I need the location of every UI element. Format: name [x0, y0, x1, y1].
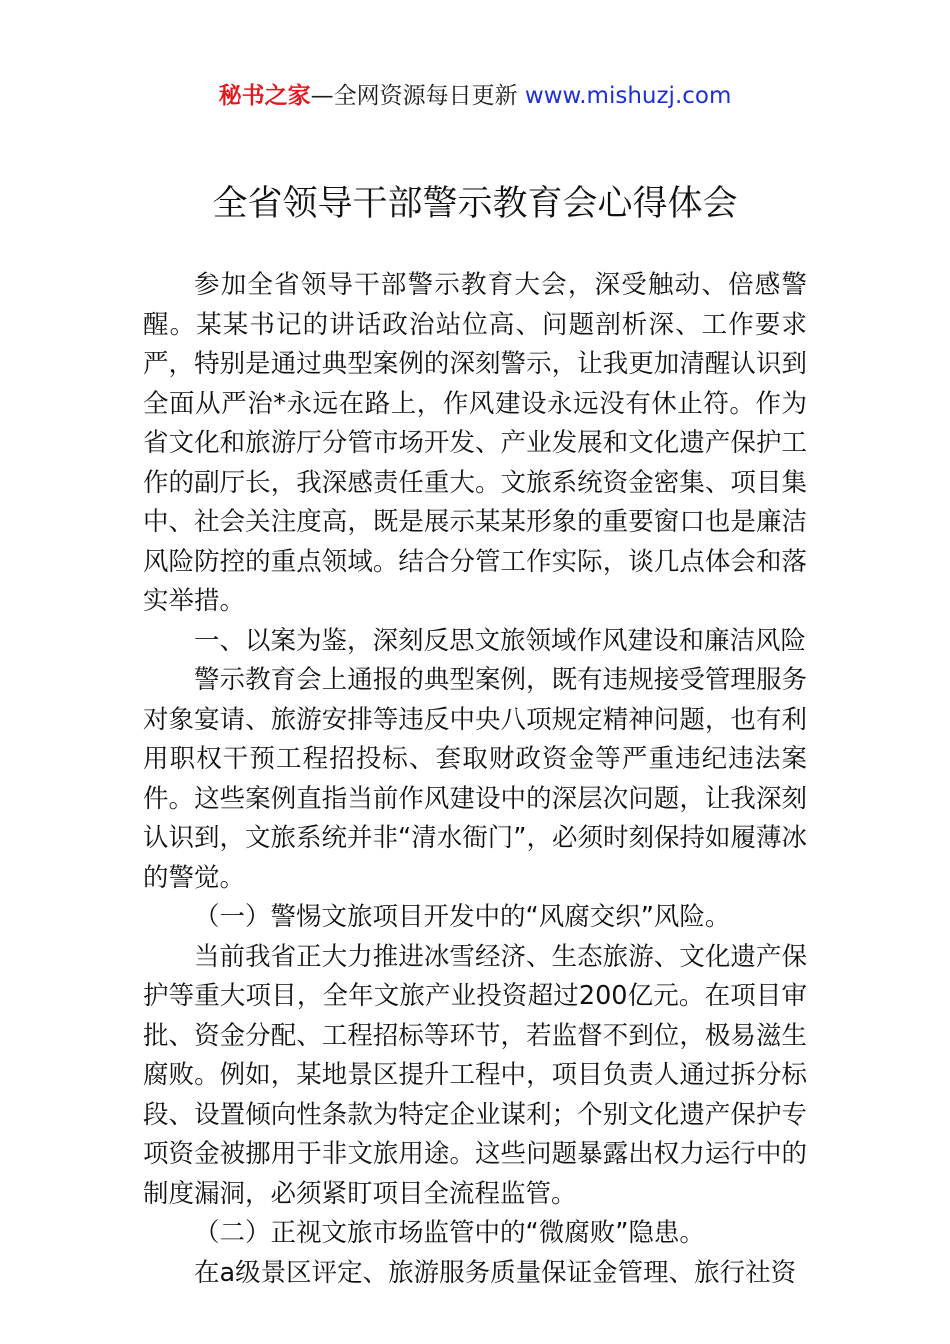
section-heading-1: 一、以案为鉴，深刻反思文旅领域作风建设和廉洁风险 [194, 625, 807, 656]
document-title: 全省领导干部警示教育会心得体会 [212, 184, 738, 224]
site-header [0, 80, 950, 112]
site-tagline: —全网资源每日更新 [310, 83, 525, 109]
site-url-link[interactable]: www.mishuzj.com [524, 83, 732, 109]
paragraph-projects: 当前我省正大力推进冰雪经济、生态旅游、文化遗产保护等重大项目，全年文旅产业投资超过200亿元。在项目审批、资金分配、工程招标等环节，若监督不到位，极易滋生腐败。例如，某地景区提升工程中，项目负责人通过拆分标段、设置倾向性条款为特定企业谋利；个别文化遗产保护专项资金被挪用于非文旅用途。这些问题暴露出权力运行中的制度漏洞，必须紧盯项目全流程监管。 [143, 941, 807, 1209]
site-brand: 秘书之家 [218, 83, 311, 109]
subsection-heading-1: （一）警惕文旅项目开发中的“风腐交织”风险。 [194, 902, 731, 932]
paragraph-cases: 警示教育会上通报的典型案例，既有违规接受管理服务对象宴请、旅游安排等违反中央八项规定精神问题，也有利用职权干预工程招投标、套取财政资金等严重违纪违法案件。这些案例直指当前作风建设中的深层次问题，让我深刻认识到，文旅系统并非“清水衙门”，必须时刻保持如履薄冰的警觉。 [143, 665, 807, 893]
paragraph-intro: 参加全省领导干部警示教育大会，深受触动、倍感警醒。某某书记的讲话政治站位高、问题剖析深、工作要求严，特别是通过典型案例的深刻警示，让我更加清醒认识到全面从严治*永远在路上，作风建设永远没有休止符。作为省文化和旅游厅分管市场开发、产业发展和文化遗产保护工作的副厅长，我深感责任重大。文旅系统资金密集、项目集中、社会关注度高，既是展示某某形象的重要窗口也是廉洁风险防控的重点领域。结合分管工作实际，谈几点体会和落实举措。 [143, 270, 807, 616]
paragraph-market: 在a级景区评定、旅游服务质量保证金管理、旅行社资 [194, 1257, 797, 1288]
subsection-heading-2: （二）正视文旅市场监管中的“微腐败”隐患。 [194, 1218, 705, 1248]
document-body [143, 266, 807, 1293]
